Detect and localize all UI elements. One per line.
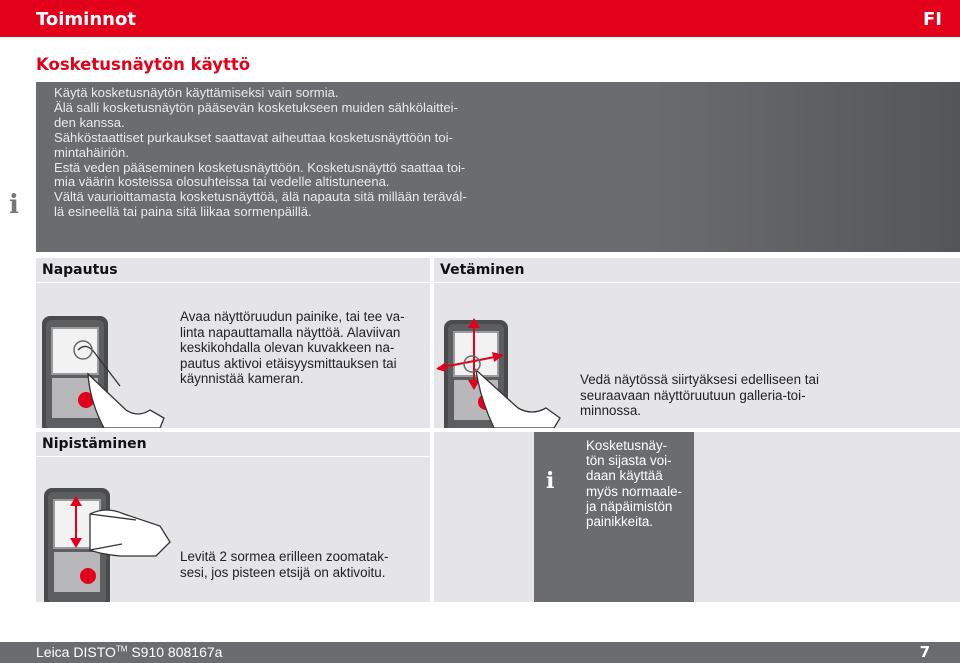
pinch-gesture-cell — [36, 432, 430, 602]
drag-title: Vetäminen — [440, 262, 525, 278]
notice-panel — [36, 82, 960, 252]
pinch-description: Levitä 2 sormea erilleen zoomatak- sesi, jos pisteen etsijä on aktivoitu. — [180, 549, 389, 580]
tap-description: Avaa näyttöruudun painike, tai tee va- linta napauttamalla näyttöä. Alaviivan keskikohdalla olevan kuvakkeen na- pautus aktivoi etäisyysmittauksen tai käynnistää kameran. — [180, 309, 405, 387]
pinch-device-illustration — [40, 484, 176, 602]
notice-line: Vältä vaurioittamasta kosketusnäyttöä, älä napauta sitä millään terävál- lä esineellä tai paina sitä liikaa sormenpäillä. — [54, 189, 467, 220]
page-number: 7 — [919, 643, 930, 661]
drag-description: Vedä näytössä siirtyäksesi edelliseen tai seuraavaan näyttöruutuun galleria-toi- minnossa. — [580, 372, 819, 419]
tap-gesture-cell — [36, 258, 430, 428]
notice-line: Estä veden pääseminen kosketusnäyttöön. Kosketusnäyttö saattaa toi- mia väärin kosteissa olosuhteissa tai vedelle altistuneena. — [54, 159, 466, 190]
hint-text: Kosketusnäy- tön sijasta voi- daan käyttää myös normaale- ja näpäimistön painikkeita. — [586, 438, 682, 530]
notice-line: Älä salli kosketusnäytön pääsevän kosketukseen muiden sähkölaittei- den kanssa. — [54, 99, 458, 130]
footer-product — [36, 644, 222, 660]
notice-text — [54, 86, 524, 220]
model-code: S910 808167a — [127, 644, 223, 660]
divider — [434, 282, 960, 283]
notice-line: Sähköstaattiset purkaukset saattavat aiheuttaa kosketusnäyttöön toi- mintahäiriön. — [54, 129, 453, 160]
product-name: Leica DISTO — [36, 644, 116, 660]
pinch-title: Nipistäminen — [42, 436, 147, 452]
divider — [36, 456, 430, 457]
tap-title: Napautus — [42, 262, 118, 278]
language-code: FI — [923, 9, 942, 30]
divider — [36, 282, 430, 283]
hint-cell — [434, 432, 960, 602]
tap-device-illustration — [40, 306, 170, 428]
page-footer — [0, 642, 960, 663]
drag-gesture-cell — [434, 258, 960, 428]
section-title: Kosketusnäytön käyttö — [36, 55, 251, 74]
info-sidebar — [0, 82, 36, 252]
info-icon: i — [9, 190, 19, 220]
trademark: TM — [115, 644, 128, 654]
drag-device-illustration — [434, 314, 574, 428]
notice-gradient — [640, 82, 960, 252]
page-header — [0, 0, 960, 37]
chapter-title: Toiminnot — [36, 9, 136, 30]
info-icon: i — [546, 468, 555, 494]
notice-line: Käytä kosketusnäytön käyttämiseksi vain sormia. — [54, 85, 339, 100]
